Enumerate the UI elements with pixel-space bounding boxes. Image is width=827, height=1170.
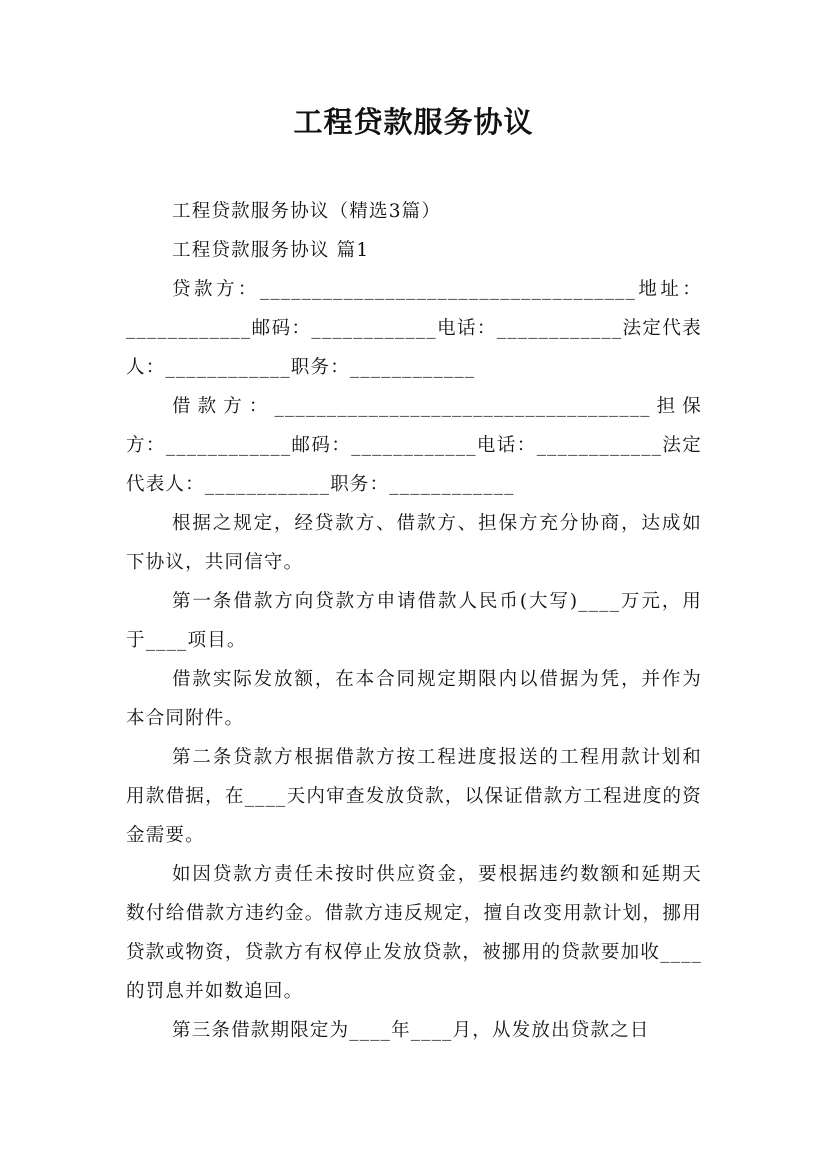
- paragraph-article-1-note: 借款实际发放额，在本合同规定期限内以借据为凭，并作为本合同附件。: [126, 669, 702, 729]
- paragraph-subtitle: 工程贷款服务协议（精选3篇）: [172, 201, 442, 222]
- paragraph-article-3: 第三条借款期限定为____年____月，从发放出贷款之日: [172, 1020, 650, 1041]
- paragraph-article-2-penalty: 如因贷款方责任未按时供应资金，要根据违约数额和延期天数付给借款方违约金。借款方违反规定，擅自改变用款计划，挪用贷款或物资，贷款方有权停止发放贷款，被挪用的贷款要加收____的罚息并如数追回。: [126, 864, 702, 1002]
- paragraph-lender-info: 贷款方：____________________________________地址：____________邮码：____________电话：____________法定代表人：____________职务：____________: [126, 279, 702, 378]
- document-title: 工程贷款服务协议: [293, 105, 534, 139]
- paragraph-borrower-info: 借款方：____________________________________担保方：____________邮码：____________电话：____________法定代表人：____________职务：____________: [126, 396, 702, 495]
- paragraph-article-2: 第二条贷款方根据借款方按工程进度报送的工程用款计划和用款借据，在____天内审查发放贷款，以保证借款方工程进度的资金需要。: [126, 747, 702, 846]
- document-body: [126, 192, 702, 1050]
- paragraph-section-heading: 工程贷款服务协议 篇1: [172, 240, 370, 261]
- paragraph-preamble: 根据之规定，经贷款方、借款方、担保方充分协商，达成如下协议，共同信守。: [126, 513, 702, 573]
- paragraph-article-1: 第一条借款方向贷款方申请借款人民币(大写)____万元，用于____项目。: [126, 591, 702, 651]
